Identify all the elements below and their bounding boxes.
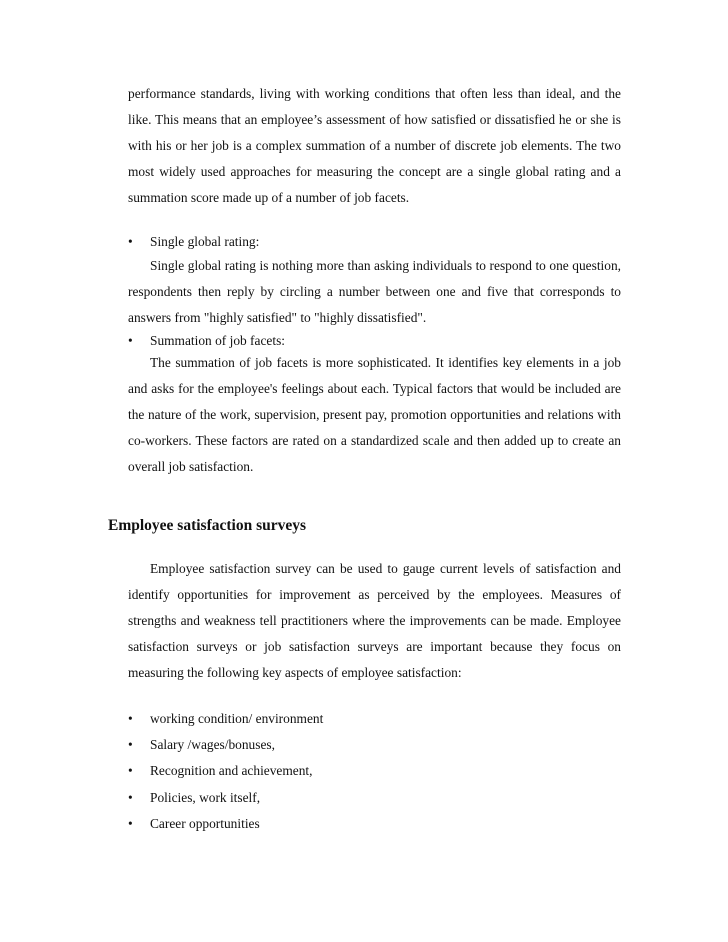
bullet-icon: • (128, 234, 133, 249)
section-heading: Employee satisfaction surveys (108, 517, 307, 534)
bullet-icon: • (128, 790, 133, 805)
surveys-paragraph: Employee satisfaction survey can be used to gauge current levels of satisfaction and identify opportunities for improvement as perceived by the employees. Measures of strengths and weakness tell practitioners where the improvements can be made. Employee satisfaction surveys or job satisfaction surveys are important because they focus on measuring the following key aspects of employee satisfaction: (128, 561, 621, 680)
list-item-label: Policies, work itself, (150, 790, 261, 805)
list-item-label: Career opportunities (150, 816, 260, 831)
intro-paragraph: performance standards, living with working conditions that often less than ideal, and the like. This means that an employee’s assessment of how satisfied or dissatisfied he or she is with his or her job is a complex summation of a number of discrete job elements. The two most widely used approaches for measuring the concept are a single global rating and a summation score made up of a number of job facets. (128, 86, 621, 205)
list-item-label: working condition/ environment (150, 711, 324, 726)
list-item-label: Recognition and achievement, (150, 763, 313, 778)
bullet-label: Summation of job facets: (150, 333, 285, 348)
list-item-label: Salary /wages/bonuses, (150, 737, 275, 752)
job-facets-paragraph: The summation of job facets is more sophisticated. It identifies key elements in a job and asks for the employee's feelings about each. Typical factors that would be included are the nature of the work, supervision, present pay, promotion opportunities and relations with co-workers. These factors are rated on a standardized scale and then added up to create an overall job satisfaction. (128, 355, 621, 474)
bullet-icon: • (128, 737, 133, 752)
bullet-label: Single global rating: (150, 234, 260, 249)
bullet-icon: • (128, 333, 133, 348)
bullet-icon: • (128, 763, 133, 778)
bullet-icon: • (128, 711, 133, 726)
global-rating-paragraph: Single global rating is nothing more than asking individuals to respond to one question, respondents then reply by circling a number between one and five that corresponds to answers from "highly satisfied" to "highly dissatisfied". (128, 258, 621, 325)
bullet-icon: • (128, 816, 133, 831)
